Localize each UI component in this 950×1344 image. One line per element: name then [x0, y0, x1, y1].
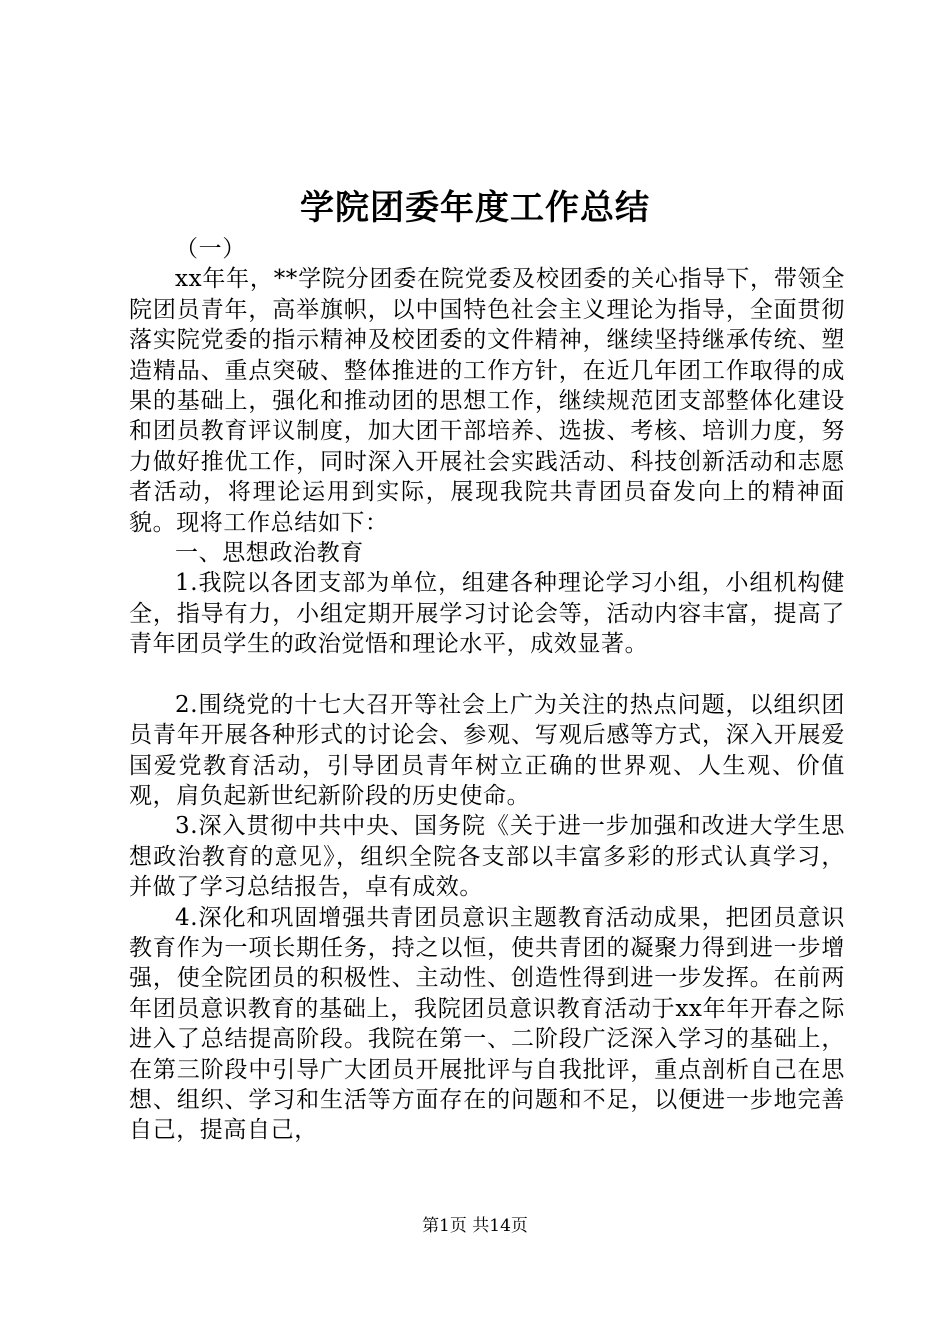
paragraph-item-1: 1.我院以各团支部为单位，组建各种理论学习小组，小组机构健全，指导有力，小组定期开展学习讨论会等，活动内容丰富，提高了青年团员学生的政治觉悟和理论水平，成效显著。: [129, 570, 845, 658]
section-marker: （一）: [175, 236, 246, 262]
section-heading: 一、思想政治教育: [175, 540, 364, 567]
document-title: 学院团委年度工作总结: [300, 188, 650, 228]
paragraph-item-2: 2.围绕党的十七大召开等社会上广为关注的热点问题，以组织团员青年开展各种形式的讨论会、参观、写观后感等方式，深入开展爱国爱党教育活动，引导团员青年树立正确的世界观、人生观、价值观，肩负起新世纪新阶段的历史使命。: [129, 691, 845, 809]
intro-paragraph: xx年年，**学院分团委在院党委及校团委的关心指导下，带领全院团员青年，高举旗帜，以中国特色社会主义理论为指导，全面贯彻落实院党委的指示精神及校团委的文件精神，继续坚持继承传统、塑造精品、重点突破、整体推进的工作方针，在近几年团工作取得的成果的基础上，强化和推动团的思想工作，继续规范团支部整体化建设和团员教育评议制度，加大团干部培养、选拔、考核、培训力度，努力做好推优工作，同时深入开展社会实践活动、科技创新活动和志愿者活动，将理论运用到实际，展现我院共青团员奋发向上的精神面貌。现将工作总结如下：: [129, 266, 845, 536]
page-number: 第1页 共14页: [422, 1216, 528, 1236]
paragraph-item-3: 3.深入贯彻中共中央、国务院《关于进一步加强和改进大学生思想政治教育的意见》，组织全院各支部以丰富多彩的形式认真学习，并做了学习总结报告，卓有成效。: [129, 813, 845, 901]
paragraph-item-4: 4.深化和巩固增强共青团员意识主题教育活动成果，把团员意识教育作为一项长期任务，持之以恒，使共青团的凝聚力得到进一步增强，使全院团员的积极性、主动性、创造性得到进一步发挥。在前两年团员意识教育的基础上，我院团员意识教育活动于xx年年开春之际进入了总结提高阶段。我院在第一、二阶段广泛深入学习的基础上，在第三阶段中引导广大团员开展批评与自我批评，重点剖析自己在思想、组织、学习和生活等方面存在的问题和不足，以便进一步地完善自己，提高自己，: [129, 904, 845, 1144]
document-body: [129, 234, 845, 1146]
